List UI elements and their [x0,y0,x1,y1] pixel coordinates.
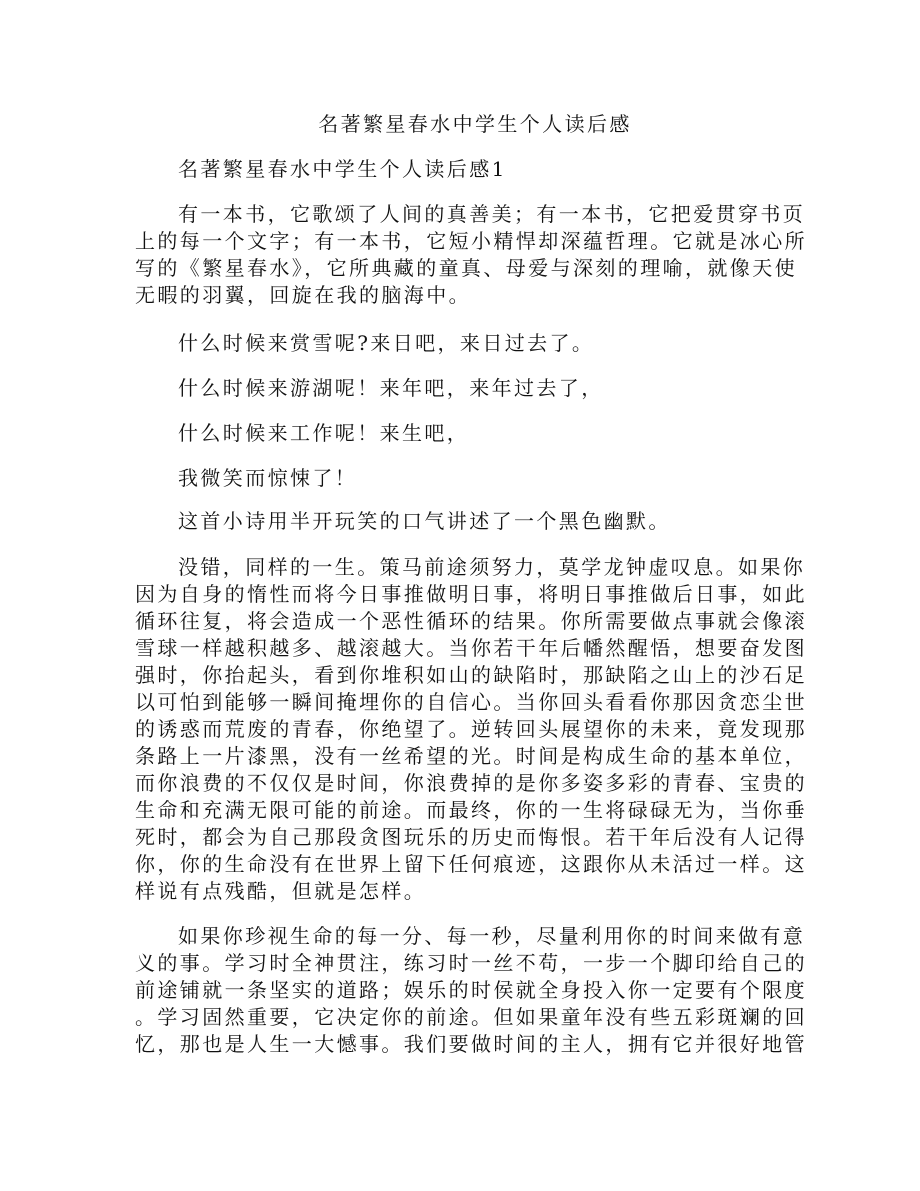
poem-line-2 [135,375,795,402]
paragraph-line: 义的事。学习时全神贯注，练习时一丝不苟，一步一个脚印给自己的 [135,951,807,975]
paragraph-line: 如果你珍视生命的每一分、每一秒，尽量利用你的时间来做有意 [178,924,806,948]
paragraph-line: 以可怕到能够一瞬间掩埋你的自信心。当你回头看看你那因贪恋尘世 [135,690,807,714]
paragraph-line: 无暇的羽翼，回旋在我的脑海中。 [135,283,471,307]
document-title: 名著繁星春水中学生个人读后感 [318,112,632,136]
paragraph-line: 的诱惑而荒废的青春，你绝望了。逆转回头展望你的未来，竟发现那 [135,717,807,741]
paragraph-line: 什么时候来游湖呢！来年吧，来年过去了， [178,376,604,400]
paragraph-line: 样说有点残酷，但就是怎样。 [135,879,427,903]
poem-line-3 [135,420,795,447]
paragraph-line: 因为自身的惰性而将今日事推做明日事，将明日事推做后日事，如此 [135,582,807,606]
paragraph-line: 什么时候来赏雪呢?来日吧，来日过去了。 [178,331,595,355]
section-heading [135,156,795,183]
paragraph-1 [135,201,807,309]
paragraph-2 [135,554,807,905]
paragraph-line: 前途铺就一条坚实的道路；娱乐的时侯就全身投入你一定要有个限度 [135,978,807,1002]
paragraph-line: 生命和充满无限可能的前途。而最终，你的一生将碌碌无为，当你垂 [135,798,807,822]
paragraph-line: 我微笑而惊悚了！ [178,466,358,490]
paragraph-line: 死时，都会为自己那段贪图玩乐的历史而悔恨。若干年后没有人记得 [135,825,807,849]
heading-text: 名著繁星春水中学生个人读后感1 [178,157,507,181]
paragraph-line: 有一本书，它歌颂了人间的真善美；有一本书，它把爱贯穿书页 [178,202,806,226]
paragraph-line: 你，你的生命没有在世界上留下任何痕迹，这跟你从未活过一样。这 [135,852,807,876]
poem-line-4 [135,465,795,492]
paragraph-line: 强时，你抬起头，看到你堆积如山的缺陷时，那缺陷之山上的沙石足 [135,663,807,687]
paragraph-line: 这首小诗用半开玩笑的口气讲述了一个黑色幽默。 [178,509,671,533]
paragraph-line: 。学习固然重要，它决定你的前途。但如果童年没有些五彩斑斓的回 [135,1005,807,1029]
paragraph-line: 上的每一个文字；有一本书，它短小精悍却深蕴哲理。它就是冰心所 [135,229,807,253]
paragraph-line: 而你浪费的不仅仅是时间，你浪费掉的是你多姿多彩的青春、宝贵的 [135,771,807,795]
paragraph-line: 忆，那也是人生一大憾事。我们要做时间的主人，拥有它并很好地管 [135,1032,807,1056]
paragraph-3 [135,923,807,1058]
paragraph-line: 没错，同样的一生。策马前途须努力，莫学龙钟虚叹息。如果你 [178,555,806,579]
paragraph-line: 循环往复，将会造成一个恶性循环的结果。你所需要做点事就会像滚 [135,609,807,633]
poem-line-1 [135,330,795,357]
paragraph-line: 什么时候来工作呢！来生吧， [178,421,470,445]
poem-comment [135,508,795,535]
paragraph-line: 写的《繁星春水》，它所典藏的童真、母爱与深刻的理喻，就像天使 [135,256,797,280]
paragraph-line: 雪球一样越积越多、越滚越大。当你若干年后幡然醒悟，想要奋发图 [135,636,807,660]
paragraph-line: 条路上一片漆黑，没有一丝希望的光。时间是构成生命的基本单位， [135,744,807,768]
